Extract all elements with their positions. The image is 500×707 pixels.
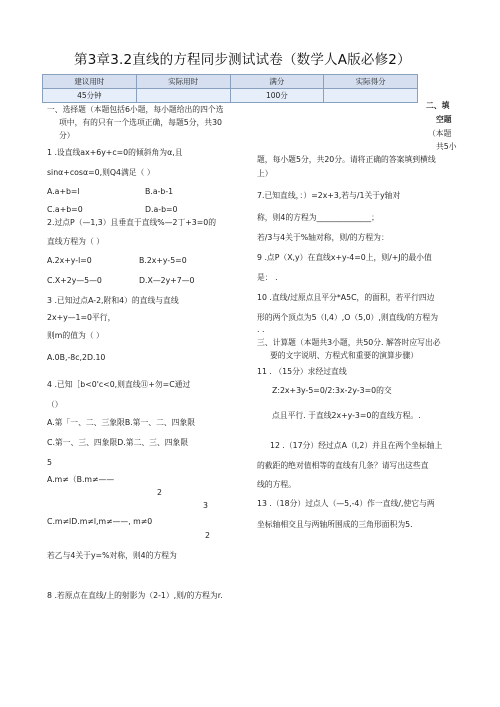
question-12: 12 .（17分）经过点A（l,2）并且在两个坐标轴上 <box>270 441 443 450</box>
section-choice-heading: 一、选择题（本题包括6小题，每小题给出的四个选 <box>47 105 224 114</box>
right-line: 是： . <box>257 273 278 282</box>
section-calc-heading: 三、计算题（本题共3小题，共50分. 解答时应写出必 <box>257 338 441 347</box>
question-6: 若乙与4关于y=%对称，则4的方程为 <box>47 551 177 560</box>
right-line: 点且平行. 于直线2x+y-3=0的直线方程。. <box>272 411 421 420</box>
fraction-denominator: 2 <box>205 531 210 540</box>
fraction-numerator: 3 <box>203 501 208 510</box>
question-1: 1 .设直线ax+6y+c=0的倾斜角为α,且 <box>47 148 183 157</box>
left-line: 直线方程为（ ） <box>47 237 105 246</box>
value-actual-score <box>324 89 418 103</box>
right-line: 若/3与4关于%轴对称，则/的方程为： <box>257 233 389 242</box>
question-9: 9 .点P（X,y）在直线x+y-4=0上，则/+J的最小值 <box>257 253 432 262</box>
left-line: sinα+cosα=0,则Q4满足（ ） <box>47 168 155 177</box>
question-10: 10 .直线/过原点且平分*A5C，的面积，若平行四边 <box>257 293 435 302</box>
fraction-denominator: 2 <box>157 488 162 497</box>
right-line: Z:2x+3y-5=0/2:3x-2y-3=0的交 <box>272 386 392 395</box>
value-suggested-time: 45分钟 <box>43 89 137 103</box>
option: C.m≠lD.m≠l,m≠——, m≠0 <box>47 517 153 526</box>
fill-section-label-2: 空题 <box>436 115 452 124</box>
option: C.第一、三、四象限D.第二、三、四象限 <box>47 438 189 447</box>
option: B.a-b-1 <box>145 187 174 196</box>
question-13: 13 .（18分）过点人（—5,-4）作一直线/,使它与两 <box>257 499 435 508</box>
right-line: 要的文字说明、方程式和重要的演算步骤） <box>270 351 419 360</box>
header-suggested-time: 建议用时 <box>43 75 137 89</box>
info-table <box>42 74 418 103</box>
question-8: 8 .若原点在直线/上的射影为（2-1）,则/的方程为r. <box>47 591 223 600</box>
right-line: 线的方程。 <box>257 480 296 489</box>
question-4: 4 .已知［b<0'c<0,则直线⑪+勿=C通过 <box>47 380 191 389</box>
left-line: 则m的值为（ ） <box>47 331 104 340</box>
left-line: 2x+y—1=0平行， <box>47 313 116 322</box>
fill-section-label-3: （本题 <box>428 129 452 138</box>
right-line: . . <box>257 325 265 334</box>
right-line: 上） <box>257 169 273 178</box>
right-line: 的截距的绝对值相等的直线有几条？请写出这些直 <box>257 461 429 470</box>
question-7: 7.已知直线，：）=2x+3,若与/1关于y轴对 <box>257 191 401 200</box>
header-actual-score: 实际得分 <box>324 75 418 89</box>
option: A.2x+y-l=0 <box>47 256 92 265</box>
option: A.第「一、二、三象限B.第一、二、四象限 <box>47 418 196 427</box>
right-line: 坐标轴相交且与两轴所围成的三角形面积为5. <box>257 520 413 529</box>
right-line: 称，则4的方程为______________； <box>257 213 379 222</box>
question-5: 5 <box>47 458 52 467</box>
question-2: 2.过点P（—1,3）且垂直于直线%—2丁+3=0的 <box>47 218 217 227</box>
option: C.X+2y—5—0 <box>47 276 102 285</box>
left-line: 分） <box>59 131 75 140</box>
option: A.0B,-8c,2D.10 <box>47 353 106 362</box>
fill-section-label-4: 共5小 <box>436 142 457 151</box>
fill-section-label-1: 二、填 <box>426 101 450 110</box>
option: A.m≠（B.m≠—— <box>47 475 115 484</box>
left-line: （） <box>47 400 63 409</box>
value-full-score: 100分 <box>230 89 324 103</box>
document-title: 第3章3.2直线的方程同步测试试卷（数学人A版必修2） <box>74 52 411 68</box>
option: B.2x+y-5=0 <box>139 256 187 265</box>
option: C.a+b=0 <box>47 205 83 214</box>
option: D.a-b=0 <box>145 205 178 214</box>
right-line: 题，每小题5分，共20分。请将正确的答案填到横线 <box>257 155 436 164</box>
option: A.a+b=l <box>47 187 80 196</box>
question-3: 3 .已知过点A-2,附和4）的直线与直线 <box>47 296 179 305</box>
header-full-score: 满分 <box>230 75 324 89</box>
value-actual-time <box>136 89 230 103</box>
option: D.X—2y+7—0 <box>139 276 195 285</box>
left-line: 项中，有的只有一个选项正确，每题5分，共30 <box>59 118 223 127</box>
question-11: 11 . （15分）求经过直线 <box>257 367 347 376</box>
header-actual-time: 实际用时 <box>136 75 230 89</box>
right-line: 形的两个顶点为5（l,4）,O（5,0）,则直线/的方程为 <box>257 313 439 322</box>
